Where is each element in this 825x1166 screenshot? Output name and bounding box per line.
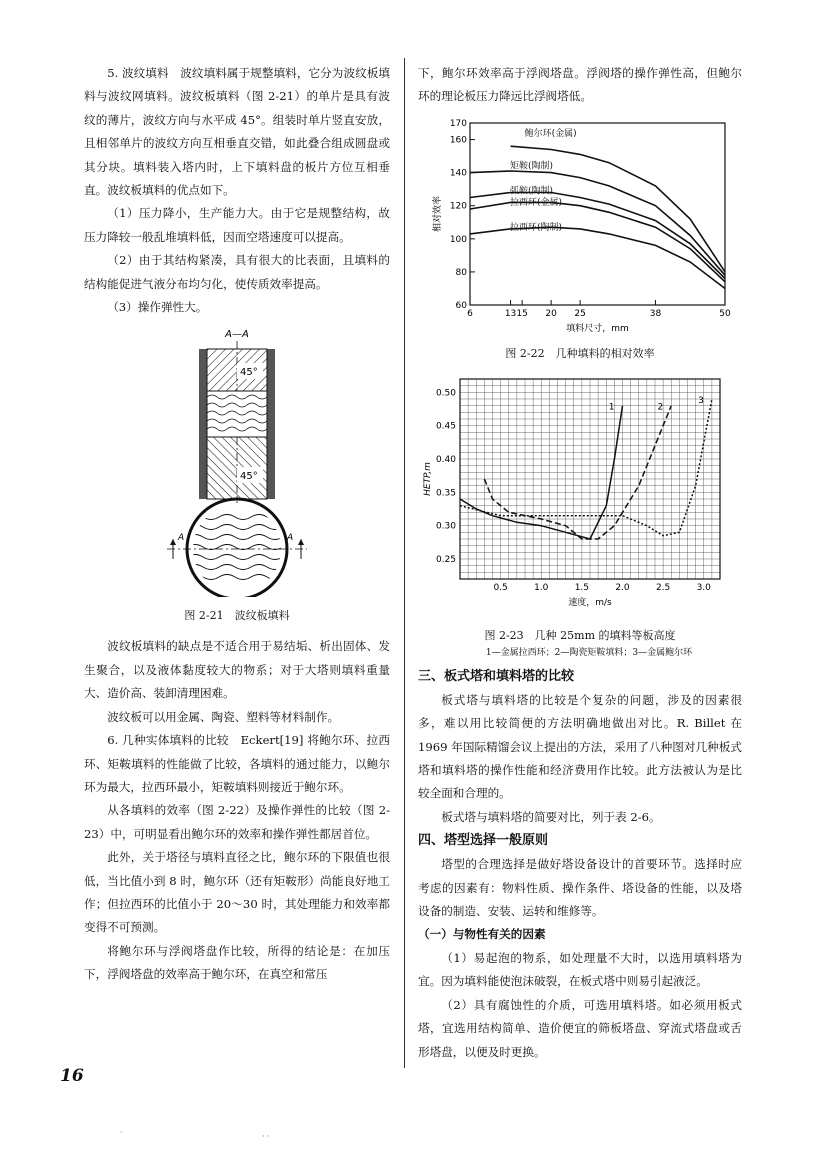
- series-label: 拉西环(陶制): [510, 222, 563, 233]
- series-number-label: 1: [608, 402, 615, 413]
- hetp-chart: [420, 369, 740, 627]
- subsection-heading: （一）与物性有关的因素: [418, 927, 546, 942]
- x-tick-label: 0.5: [493, 582, 508, 593]
- angle-label: 45°: [240, 471, 258, 483]
- x-tick-label: 2.0: [615, 582, 630, 593]
- paragraph: 塔型的合理选择是做好塔设备设计的首要环节。选择时应考虑的因素有：物料性质、操作条件、塔设备的性能，以及塔设备的制造、安装、运转和维修等。: [418, 857, 742, 919]
- paragraph: 将鲍尔环与浮阀塔盘作比较，所得的结论是：在加压下，浮阀塔盘的效率高于鲍尔环，在真空和常压: [84, 943, 390, 982]
- figure-legend: 1—金属拉西环；2—陶瓷矩鞍填料；3—金属鲍尔环: [485, 647, 693, 658]
- x-tick-label: 38: [649, 308, 662, 319]
- section-heading: 三、板式塔和填料塔的比较: [418, 668, 575, 684]
- y-tick-label: 120: [449, 201, 467, 212]
- x-axis-label: 填料尺寸，mm: [566, 323, 629, 334]
- figure-caption: 图 2-21 波纹板填料: [184, 609, 290, 623]
- left-column: [84, 62, 390, 987]
- y-tick-label: 0.25: [435, 554, 456, 565]
- x-tick-label: 1.5: [574, 582, 590, 593]
- figure-caption: 图 2-23 几种 25mm 的填料等板高度: [484, 628, 676, 642]
- plot-frame: [470, 123, 725, 305]
- scan-mark: ·: [120, 1128, 123, 1137]
- paragraph: 波纹板填料的缺点是不适合用于易结垢、析出固体、发生聚合，以及液体黏度较大的物系；对于大塔则填料重量大、造价高、装卸清理困难。: [84, 639, 390, 701]
- figure-2-23: [418, 369, 742, 661]
- y-tick-label: 140: [449, 168, 467, 179]
- x-tick-label: 15: [516, 308, 528, 319]
- series-number-label: 2: [657, 402, 664, 413]
- column-divider: [404, 58, 405, 1068]
- paragraph: （2）具有腐蚀性的介质，可选用填料塔。如必须用板式塔，宜选用结构简单、造价便宜的筛板塔盘、穿流式塔盘或舌形塔盘，以便及时更换。: [418, 997, 742, 1059]
- series-line-5: [470, 227, 725, 288]
- x-tick-label: 6: [467, 308, 473, 319]
- right-column: [418, 62, 742, 1064]
- x-tick-label: 1.0: [534, 582, 549, 593]
- section-label: A—A: [225, 329, 249, 341]
- y-tick-label: 0.50: [435, 388, 456, 399]
- relative-efficiency-chart: [420, 115, 740, 345]
- arrow-label: A: [178, 533, 185, 544]
- paragraph: 板式塔与填料塔的比较是个复杂的问题，涉及的因素很多，难以用比较简便的方法明确地做出对比。R. Billet 在 1969 年国际精馏会议上提出的方法，采用了八种图对几种板式塔和填料塔的操作性能和经济费用作比较。此方法被认为是比较全面和合理的。: [418, 692, 742, 801]
- y-tick-label: 100: [449, 234, 467, 245]
- scan-mark: · ·: [262, 1132, 270, 1141]
- series-label: 矩鞍(陶制): [510, 161, 554, 172]
- series-label: 弧鞍(陶制): [510, 186, 554, 197]
- arrow-label: A: [287, 533, 294, 544]
- x-tick-label: 2.5: [655, 582, 671, 593]
- paragraph: 从各填料的效率（图 2-22）及操作弹性的比较（图 2-23）中，可明显看出鲍尔环的效率和操作弹性都居首位。: [84, 803, 390, 841]
- page-number: 16: [60, 1066, 84, 1086]
- series-line-3: [460, 399, 712, 536]
- x-tick-label: 50: [719, 308, 731, 319]
- section-heading: 四、塔型选择一般原则: [418, 833, 549, 849]
- figure-2-21: [84, 327, 390, 625]
- y-tick-label: 0.40: [435, 454, 456, 465]
- y-tick-label: 160: [449, 135, 467, 146]
- y-tick-label: 0.35: [435, 488, 456, 499]
- x-tick-label: 3.0: [696, 582, 711, 593]
- series-label: 鲍尔环(金属): [524, 128, 577, 139]
- paragraph: 波纹板可以用金属、陶瓷、塑料等材料制作。: [107, 709, 340, 724]
- paragraph: （1）易起泡的物系，如处理量不大时，以选用填料塔为宜。因为填料能使泡沫破裂，在板式塔中则易引起液泛。: [418, 950, 742, 989]
- paragraph: 下，鲍尔环效率高于浮阀塔盘。浮阀塔的操作弹性高，但鲍尔环的理论板压力降远比浮阀塔低。: [418, 66, 742, 104]
- paragraph: （1）压力降小，生产能力大。由于它是规整结构，故压力降较一般乱堆填料低，因而空塔速度可以提高。: [84, 206, 390, 244]
- paragraph: 此外，关于塔径与填料直径之比，鲍尔环的下限值也很低，当比值小到 8 时，鲍尔环（还有矩鞍形）尚能良好地工作；但拉西环的比值小于 20～30 时，其处理能力和效率都变得不可预测。: [84, 850, 390, 935]
- y-axis-label: HETP,m: [423, 461, 433, 496]
- angle-label: 45°: [240, 367, 258, 379]
- y-tick-label: 170: [449, 118, 467, 129]
- y-tick-label: 0.45: [435, 421, 456, 432]
- paragraph: 板式塔与填料塔的简要对比，列于表 2-6。: [441, 809, 661, 824]
- y-axis-label: 相对效率: [433, 195, 443, 232]
- series-line-3: [470, 192, 725, 278]
- y-tick-label: 60: [455, 300, 467, 311]
- paragraph: 6. 几种实体填料的比较 Eckert[19] 将鲍尔环、拉西环、矩鞍填料的性能做了比较，各填料的通过能力，以鲍尔环为最大，拉西环最小，矩鞍填料则接近于鲍尔环。: [84, 733, 390, 794]
- x-tick-label: 13: [504, 308, 517, 319]
- figure-caption: 图 2-22 几种填料的相对效率: [505, 346, 655, 360]
- x-tick-label: 25: [574, 308, 586, 319]
- series-number-label: 3: [698, 395, 704, 406]
- series-label: 拉西环(金属): [510, 197, 563, 208]
- corrugated-packing-illustration: [137, 327, 337, 597]
- paragraph: （3）操作弹性大。: [107, 300, 208, 315]
- y-tick-label: 80: [455, 267, 467, 278]
- y-tick-label: 0.30: [435, 521, 456, 532]
- figure-2-22: [418, 115, 742, 363]
- paragraph: 5. 波纹填料 波纹填料属于规整填料，它分为波纹板填料与波纹网填料。波纹板填料（图 2-21）的单片是具有波纹的薄片，波纹方向与水平成 45°。组装时单片竖直安放，且相邻单片的波纹方向互相垂直交错，如此叠合组成圆盘或其分块。填料装入塔内时，上下填料盘的板片方位互相垂直。波纹板填料的优点如下。: [84, 66, 390, 198]
- x-axis-label: 速度，m/s: [568, 597, 612, 608]
- x-tick-label: 20: [545, 308, 557, 319]
- paragraph: （2）由于其结构紧凑，具有很大的比表面，且填料的结构能促进气液分布均匀化，使传质效率提高。: [84, 253, 390, 291]
